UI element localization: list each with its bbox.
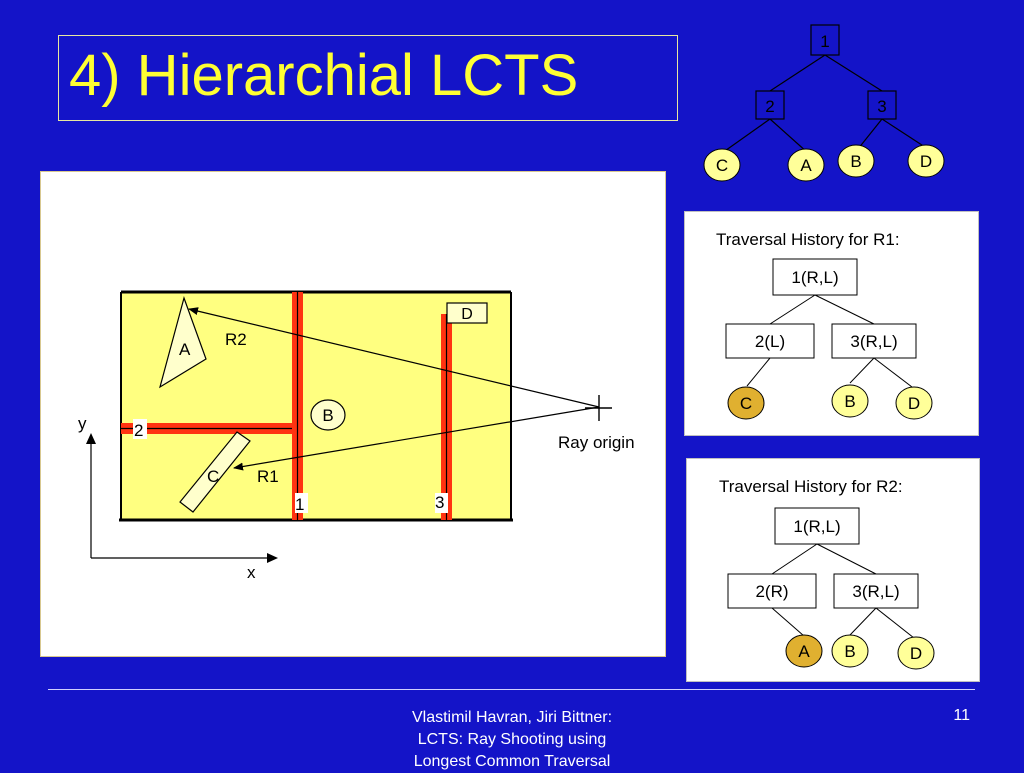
history-r1-left-label: 2(L) — [754, 332, 786, 351]
history-r1-leaf-b-label: B — [844, 392, 856, 411]
footer-divider — [48, 689, 975, 690]
object-b-label: B — [322, 406, 334, 425]
tree-leaf-d-label: D — [919, 152, 933, 171]
tree-node-3-label: 3 — [877, 97, 887, 116]
footer-line-2: LCTS: Ray Shooting using — [417, 731, 607, 748]
history-r2-leaf-b-label: B — [844, 642, 856, 661]
history-r2-tree — [686, 458, 980, 682]
ray-origin-label: Ray origin — [558, 433, 635, 452]
history-r2-root-label: 1(R,L) — [793, 517, 841, 536]
ray-r2-label: R2 — [225, 330, 247, 349]
history-r1-tree — [684, 211, 979, 436]
object-a-label: A — [179, 340, 191, 359]
plane-label-2: 2 — [134, 421, 144, 440]
x-axis-arrow — [267, 553, 278, 563]
page-number: 11 — [953, 707, 970, 724]
tree-leaf-c-label: C — [715, 156, 729, 175]
history-r1-leaf-d-label: D — [907, 394, 921, 413]
history-r2-title: Traversal History for R2: — [719, 477, 903, 496]
slide-title: 4) Hierarchial LCTS — [69, 43, 579, 108]
x-axis-label: x — [247, 563, 256, 582]
footer-citation — [372, 707, 652, 773]
history-r1-right-label: 3(R,L) — [850, 332, 898, 351]
ray-r1-label: R1 — [257, 467, 279, 486]
object-c-label: C — [207, 467, 220, 486]
history-r1-title: Traversal History for R1: — [716, 230, 900, 249]
title-box — [58, 35, 678, 121]
history-r2-right-label: 3(R,L) — [852, 582, 900, 601]
kd-tree-diagram — [700, 15, 960, 190]
plane-label-3: 3 — [435, 493, 445, 512]
tree-leaf-a-label: A — [800, 156, 812, 175]
plane-label-1: 1 — [295, 495, 305, 514]
tree-node-2-label: 2 — [765, 97, 775, 116]
tree-leaf-b-label: B — [850, 152, 862, 171]
ray-origin-marker — [585, 395, 612, 421]
tree-node-root-label: 1 — [820, 32, 830, 51]
history-r1-leaf-c-label: C — [739, 394, 753, 413]
footer-line-1: Vlastimil Havran, Jiri Bittner: — [411, 709, 613, 726]
footer-line-3: Longest Common Traversal — [413, 753, 611, 770]
history-r1-root-label: 1(R,L) — [791, 268, 839, 287]
scene-diagram — [40, 171, 666, 657]
history-r2-left-label: 2(R) — [755, 582, 789, 601]
object-d-label: D — [461, 306, 473, 323]
y-axis-arrow — [86, 433, 96, 444]
y-axis-label: y — [78, 414, 87, 433]
history-r2-leaf-a-label: A — [798, 642, 810, 661]
history-r2-leaf-d-label: D — [909, 644, 923, 663]
